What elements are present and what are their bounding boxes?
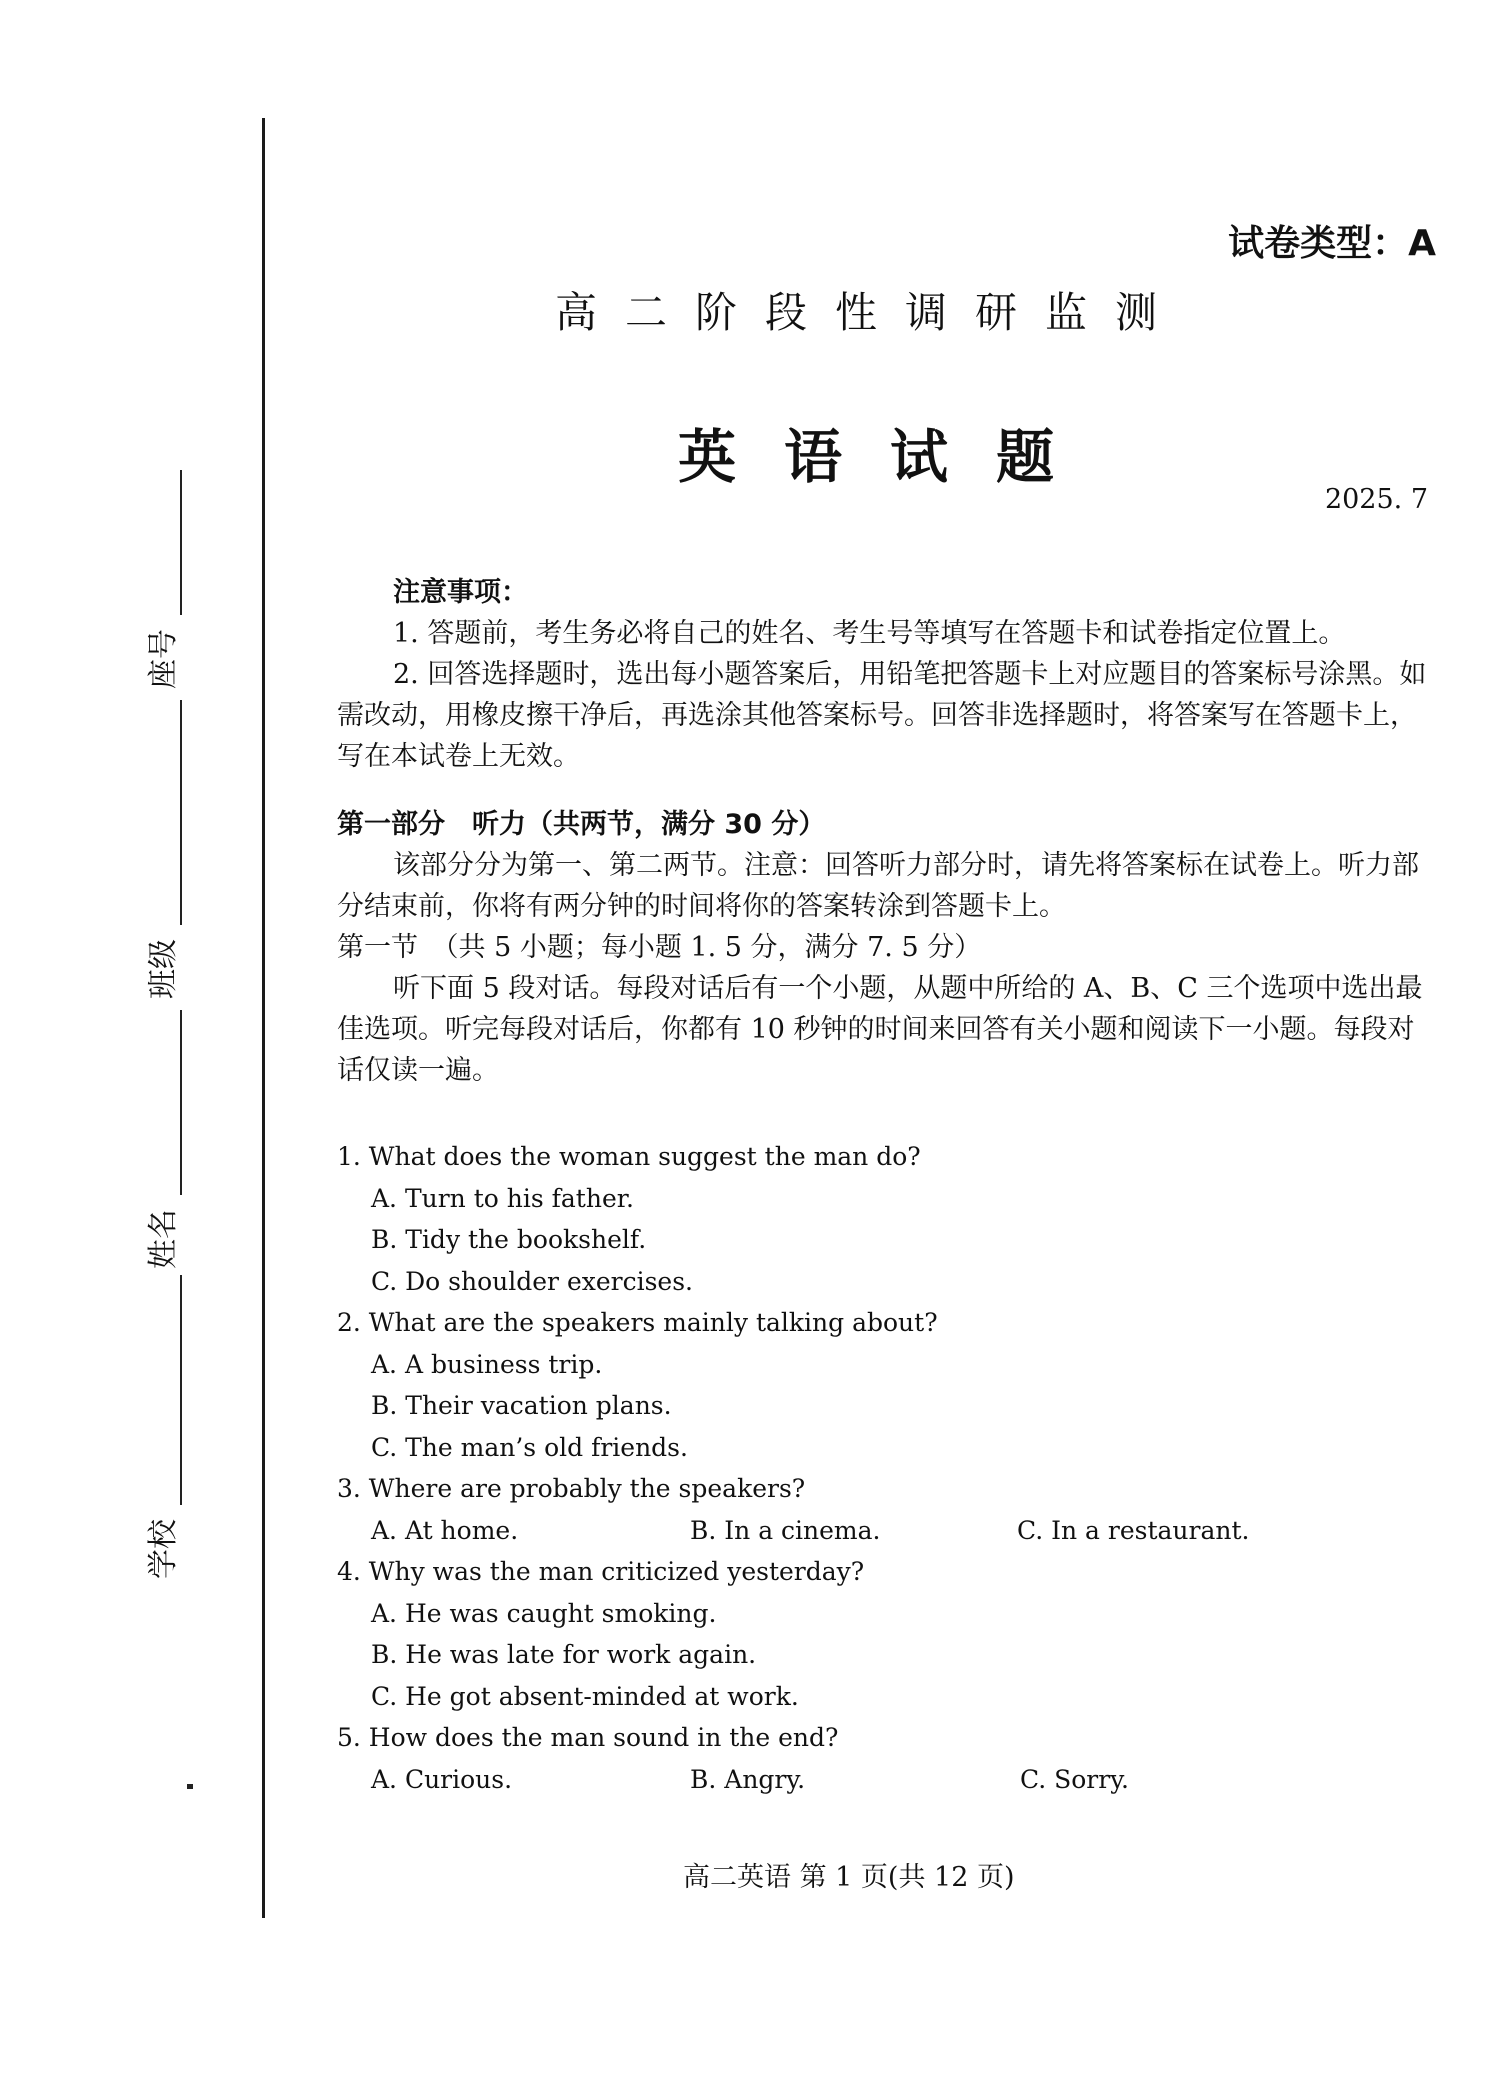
question-3-option-c: C. In a restaurant. [1017,1515,1250,1545]
question-1-stem: 1. What does the woman suggest the man do? [337,1142,921,1171]
school-field [130,1515,190,1579]
binding-line [262,118,265,1918]
name-line[interactable] [180,1010,182,1195]
seat-number-field [130,625,190,689]
exam-subtitle: 高二阶段性调研监测 [555,288,1186,337]
question-3-option-a: A. At home. [371,1515,519,1545]
question-1-option-c: C. Do shoulder exercises. [371,1266,693,1296]
question-3-stem: 3. Where are probably the speakers? [337,1474,806,1503]
question-4-option-a: A. He was caught smoking. [371,1598,717,1628]
exam-title: 英语试题 [678,423,1103,491]
class-line[interactable] [180,700,182,925]
part1-intro: 该部分分为第一、第二两节。注意：回答听力部分时，请先将答案标在试卷上。听力部分结束前，你将有两分钟的时间将你的答案转涂到答题卡上。 [337,850,1419,922]
page-footer: 高二英语 第 1 页(共 12 页) [683,1862,1015,1893]
question-2-option-a: A. A business trip. [371,1349,603,1379]
question-2-option-c: C. The man’s old friends. [371,1432,688,1462]
notice-item-1: 1. 答题前，考生务必将自己的姓名、考生号等填写在答题卡和试卷指定位置上。 [393,618,1346,649]
name-field [130,1205,190,1269]
part1-section [337,804,1427,1091]
question-1-option-b: B. Tidy the bookshelf. [371,1225,647,1254]
seat-number-label: 座号 [146,629,181,689]
question-5-option-b: B. Angry. [690,1764,806,1794]
notice-item-2: 2. 回答选择题时，选出每小题答案后，用铅笔把答题卡上对应题目的答案标号涂黑。如需改动，用橡皮擦干净后，再选涂其他答案标号。回答非选择题时，将答案写在答题卡上，写在本试卷上无效。 [337,659,1427,772]
name-label: 姓名 [146,1209,181,1269]
notice-heading: 注意事项： [393,577,528,608]
notice-section [337,572,1427,777]
question-4-option-c: C. He got absent-minded at work. [371,1681,799,1711]
question-2-option-b: B. Their vacation plans. [371,1391,672,1420]
class-field [130,935,190,999]
question-5-stem: 5. How does the man sound in the end? [337,1723,839,1752]
question-1-option-a: A. Turn to his father. [371,1183,634,1213]
exam-date: 2025. 7 [1324,484,1428,515]
question-5-option-a: A. Curious. [371,1764,513,1794]
seat-number-line[interactable] [180,470,182,615]
class-label: 班级 [146,939,181,999]
question-5-option-c: C. Sorry. [1020,1764,1129,1794]
section1-intro: 听下面 5 段对话。每段对话后有一个小题，从题中所给的 A、B、C 三个选项中选出最佳选项。听完每段对话后，你都有 10 秒钟的时间来回答有关小题和阅读下一小题。每段对话仅读一遍。 [337,973,1423,1086]
part1-heading: 第一部分 听力（共两节，满分 30 分） [337,809,826,840]
section1-heading: 第一节 （共 5 小题；每小题 1. 5 分，满分 7. 5 分） [337,932,982,963]
school-line[interactable] [180,1275,182,1505]
question-4-option-b: B. He was late for work again. [371,1640,757,1669]
question-2-stem: 2. What are the speakers mainly talking about? [337,1308,938,1337]
paper-type: 试卷类型：A [1228,223,1436,264]
margin-dot [187,1784,193,1789]
question-5-options [337,1759,1427,1801]
question-4-stem: 4. Why was the man criticized yesterday? [337,1557,865,1586]
question-3-option-b: B. In a cinema. [690,1515,881,1545]
question-list [337,1136,1427,1800]
question-3-options [337,1510,1427,1552]
school-label: 学校 [146,1519,181,1579]
